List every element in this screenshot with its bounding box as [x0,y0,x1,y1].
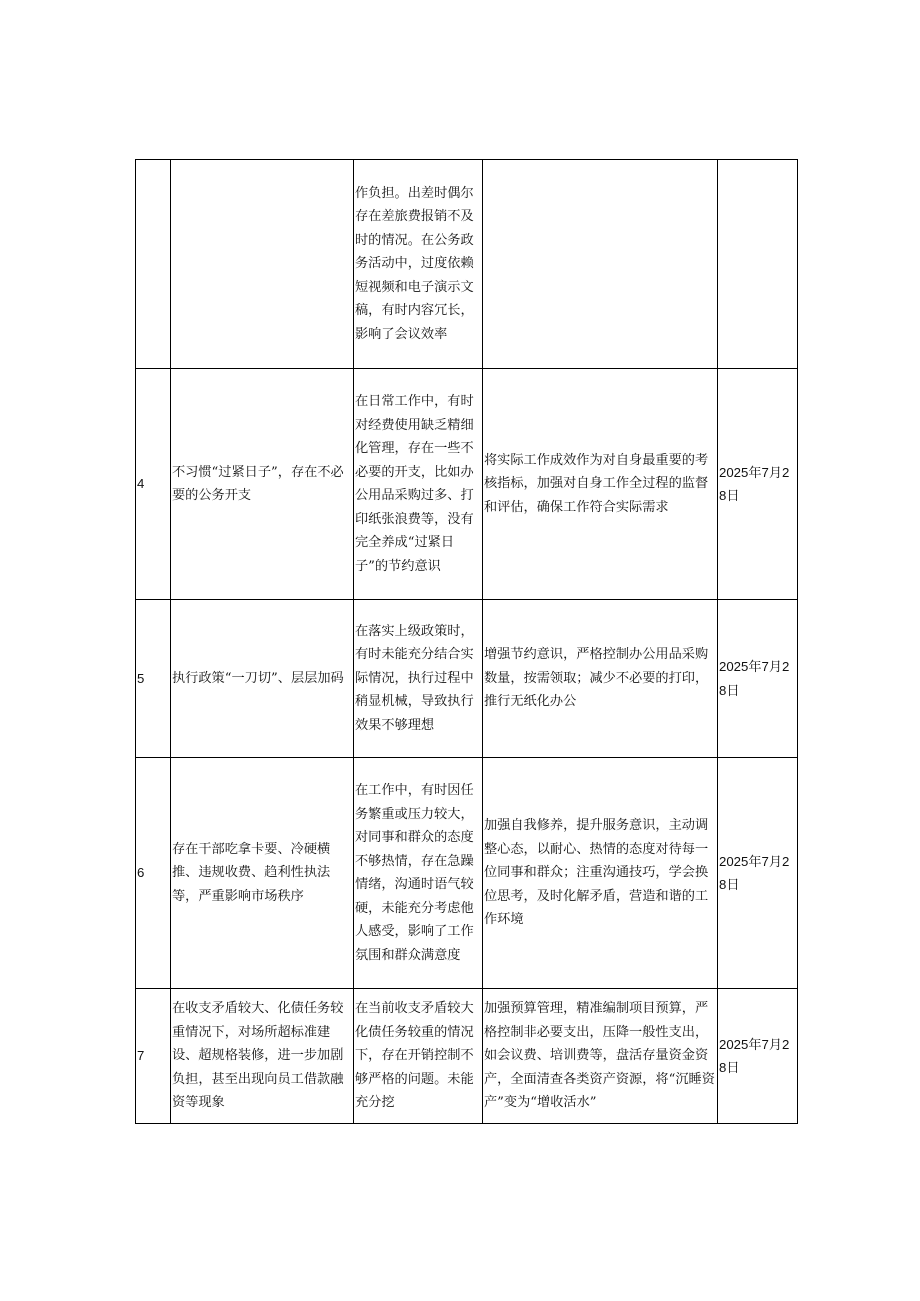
row-number: 4 [136,369,171,600]
deadline-cell [718,160,798,369]
measure-cell: 增强节约意识，严格控制办公用品采购数量，按需领取；减少不必要的打印，推行无纸化办公 [483,600,718,758]
table-row [136,758,798,989]
table-row [136,600,798,758]
rectification-table [135,159,798,1124]
detail-cell: 在落实上级政策时，有时未能充分结合实际情况，执行过程中稍显机械，导致执行效果不够理想 [354,600,483,758]
problem-cell: 不习惯“过紧日子”，存在不必要的公务开支 [171,369,354,600]
measure-cell: 将实际工作成效作为对自身最重要的考核指标，加强对自身工作全过程的监督和评估，确保工作符合实际需求 [483,369,718,600]
measure-cell: 加强自我修养，提升服务意识，主动调整心态，以耐心、热情的态度对待每一位同事和群众；注重沟通技巧，学会换位思考，及时化解矛盾，营造和谐的工作环境 [483,758,718,989]
problem-cell: 存在干部吃拿卡要、冷硬横推、违规收费、趋利性执法等，严重影响市场秩序 [171,758,354,989]
row-number: 6 [136,758,171,989]
detail-cell: 在当前收支矛盾较大化债任务较重的情况下，存在开销控制不够严格的问题。未能充分挖 [354,989,483,1124]
table-row [136,369,798,600]
measure-cell [483,160,718,369]
problem-cell [171,160,354,369]
measure-cell: 加强预算管理，精准编制项目预算，严格控制非必要支出，压降一般性支出，如会议费、培训费等，盘活存量资金资产，全面清查各类资产资源，将“沉睡资产”变为“增收活水” [483,989,718,1124]
row-number: 5 [136,600,171,758]
deadline-cell: 2025年7月28日 [718,758,798,989]
detail-cell: 在日常工作中，有时对经费使用缺乏精细化管理，存在一些不必要的开支，比如办公用品采购过多、打印纸张浪费等，没有完全养成“过紧日子”的节约意识 [354,369,483,600]
row-number: 7 [136,989,171,1124]
problem-cell: 在收支矛盾较大、化债任务较重情况下，对场所超标准建设、超规格装修，进一步加剧负担，甚至出现向员工借款融资等现象 [171,989,354,1124]
problem-cell: 执行政策“一刀切”、层层加码 [171,600,354,758]
detail-cell: 作负担。出差时偶尔存在差旅费报销不及时的情况。在公务政务活动中，过度依赖短视频和电子演示文稿，有时内容冗长，影响了会议效率 [354,160,483,369]
detail-cell: 在工作中，有时因任务繁重或压力较大，对同事和群众的态度不够热情，存在急躁情绪，沟通时语气较硬，未能充分考虑他人感受，影响了工作氛围和群众满意度 [354,758,483,989]
table-row [136,160,798,369]
deadline-cell: 2025年7月28日 [718,600,798,758]
row-number [136,160,171,369]
deadline-cell: 2025年7月28日 [718,369,798,600]
table-row [136,989,798,1124]
deadline-cell: 2025年7月28日 [718,989,798,1124]
